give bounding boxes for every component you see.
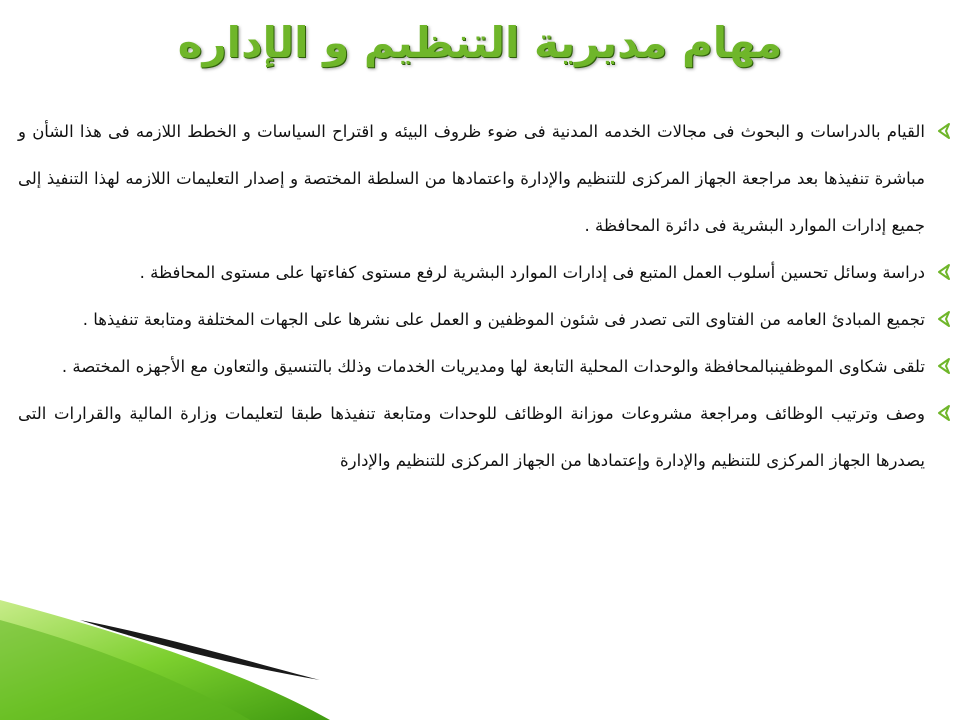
task-list [18,108,953,698]
chevron-outline-icon [935,263,953,281]
list-item [18,343,953,390]
list-item-text: القيام بالدراسات و البحوث فى مجالات الخدمه المدنية فى ضوء ظروف البيئه و اقتراح السياسات و الخطط اللازمه فى هذا الشأن و مباشرة تنفيذها بعد مراجعة الجهاز المركزى للتنظيم والإدارة واعتمادها من السلطة المختصة و إصدار التعليمات اللازمه لهذا التنفيذ إلى جميع إدارات الموارد البشرية فى دائرة المحافظة . [18,122,925,235]
list-item [18,108,953,249]
list-item-text: تجميع المبادئ العامه من الفتاوى التى تصدر فى شئون الموظفين و العمل على نشرها على الجهات المختلفة ومتابعة تنفيذها . [82,310,925,329]
chevron-outline-icon [935,404,953,422]
list-item-text: وصف وترتيب الوظائف ومراجعة مشروعات موزانة الوظائف للوحدات ومتابعة تنفيذها طبقا لتعليمات وزارة المالية والقرارات التى يصدرها الجهاز المركزى للتنظيم والإدارة وإعتمادها من الجهاز المركزى للتنظيم والإدارة [18,404,925,470]
list-item-text: دراسة وسائل تحسين أسلوب العمل المتبع فى إدارات الموارد البشرية لرفع مستوى كفاءتها على مستوى المحافظة . [139,263,925,282]
list-item [18,296,953,343]
chevron-outline-icon [935,122,953,140]
chevron-outline-icon [935,357,953,375]
list-item-text: تلقى شكاوى الموظفينبالمحافظة والوحدات المحلية التابعة لها ومديريات الخدمات وذلك بالتنسيق والتعاون مع الأجهزه المختصة . [61,357,925,376]
list-item [18,390,953,484]
chevron-outline-icon [935,310,953,328]
slide-title: مهام مديرية التنظيم و الإداره [177,18,783,67]
list-item [18,249,953,296]
